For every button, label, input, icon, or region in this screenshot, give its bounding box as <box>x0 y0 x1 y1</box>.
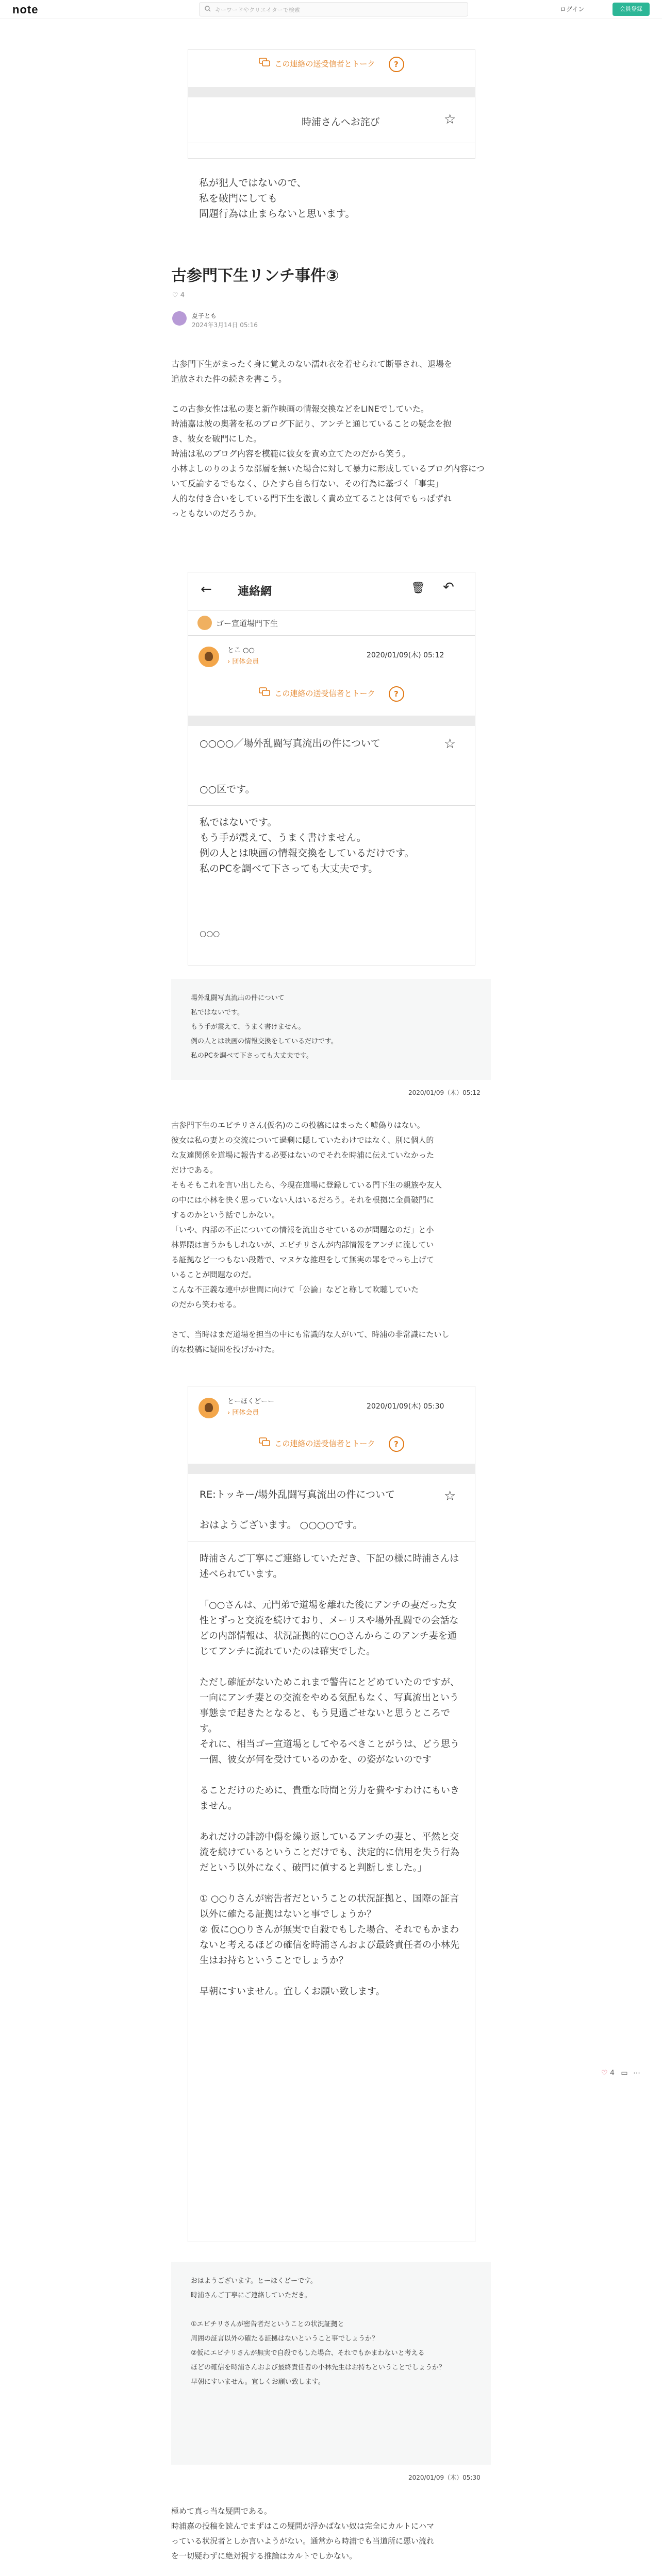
paragraph-line: 時浦嘉は彼の奥著を私のブログ下記り、アンチと通じていることの疑念を抱 <box>171 419 452 429</box>
quote-line: 周囲の証言以外の確たる証拠はないということ事でしょうか？ <box>191 2335 379 2343</box>
quote-line: おはようございます。とーほくどーです。 <box>191 2277 317 2285</box>
body-line: ただし確証がないためこれまで警告にとどめていたのですが、一向にアンチ妻との交流をやめる気配もなく、写真流出という事態まで起きたとなると、もう見過ごせないと思うところです。 <box>200 1677 459 1734</box>
mail-subject: ○○○○／場外乱闘写真流出の件について <box>200 738 380 749</box>
paragraph-line: き、彼女を破門にした。 <box>171 434 262 444</box>
email-screenshot-1 <box>188 49 475 159</box>
member-badge: › 団体会員 <box>227 1409 259 1417</box>
paragraph-line <box>171 1312 491 1327</box>
publish-date: 2024年3月14日 05:16 <box>192 321 258 329</box>
body-line: 時浦さんご丁寧にご連絡していただき、下記の様に時浦さんは述べられています。 <box>200 1553 459 1580</box>
contact-icon <box>259 50 270 78</box>
quote-date: 2020/01/09（木）05:12 <box>408 1089 481 1096</box>
sender-name: とーほくどーー <box>227 1398 275 1405</box>
quote-date: 2020/01/09（木）05:30 <box>408 2474 481 2481</box>
comment-icon[interactable]: ▭ <box>621 2069 628 2077</box>
paragraph-line: さて、当時はまだ道場を担当の中にも常識的な人がいて、時浦の非常識にたいし <box>171 1330 450 1339</box>
group-avatar <box>197 616 212 630</box>
mail-subject: 時浦さんへお詫び <box>302 116 380 128</box>
quote-line: 私ではないです。 <box>191 1009 244 1016</box>
paragraph-line: 彼女は私の妻との交流について過剰に隠していたわけではなく、別に個人的 <box>171 1136 434 1145</box>
help-icon[interactable]: ? <box>389 57 404 72</box>
paragraph-line: 追放された件の続きを書こう。 <box>171 374 287 384</box>
body-line <box>200 1969 462 1984</box>
app-title: 連絡網 <box>238 585 272 598</box>
quote-line: ②仮にエビチリさんが無実で自殺でもした場合、それでもかまわないと考える <box>191 2349 425 2357</box>
contact-label[interactable]: この連絡の送受信者とトーク <box>274 59 375 69</box>
signature: ○○○ <box>200 929 220 938</box>
body-line: 私ではないです。 <box>200 817 277 828</box>
quote-line: ①エビチリさんが密告者だということの状況証拠と <box>191 2320 344 2328</box>
body-line <box>200 1876 462 1891</box>
blockquote <box>171 979 491 1080</box>
trash-icon[interactable]: 🗑 <box>411 582 425 595</box>
contact-icon <box>259 680 270 708</box>
article-title: 古参門下生リンチ事件③ <box>171 267 339 285</box>
paragraph-line: 人的な付き合いをしている門下生を激しく責め立てることは何でもっぱずれ <box>171 494 452 503</box>
sender-avatar <box>198 1398 219 1418</box>
paragraph-line: だけである。 <box>171 1165 218 1175</box>
paragraph-line: いて反論するでもなく、ひたすら自ら行ない、その行為に基づく「事実」 <box>171 479 443 488</box>
body-line: 問題行為は止まらないと思います。 <box>199 208 355 219</box>
divider-band <box>188 1464 475 1474</box>
author-avatar[interactable] <box>172 311 187 326</box>
contact-label[interactable]: この連絡の送受信者とトーク <box>274 689 375 698</box>
body-line: 私が犯人ではないので、 <box>199 177 307 189</box>
body-line <box>200 1768 462 1783</box>
paragraph-line: 古参門下生がまったく身に覚えのない濡れ衣を着せられて断罪され、退場を <box>171 359 452 369</box>
mail3-body <box>200 1551 462 1999</box>
login-link[interactable]: ログイン <box>560 6 585 13</box>
paragraph-line <box>171 2564 491 2576</box>
contact-row <box>188 1430 475 1458</box>
contact-label[interactable]: この連絡の送受信者とトーク <box>274 1439 375 1448</box>
mail-subject: RE:トッキー/場外乱闘写真流出の件について <box>200 1489 395 1500</box>
member-badge: › 団体会員 <box>227 658 259 666</box>
blockquote <box>171 2262 491 2465</box>
paragraph-line: 小林よしのりのような部層を無いた場合に対して暴力に形成しているブログ内容につ <box>171 464 485 473</box>
paragraph-line: のだから笑わせる。 <box>171 1300 241 1309</box>
sender-name: とこ ○○ <box>227 647 255 654</box>
quote-text <box>191 991 338 1063</box>
back-arrow-icon[interactable]: ← <box>201 582 212 597</box>
body-line: ① ○○りさんが密告者だということの状況証拠と、国際の証言以外に確たる証拠はないと事でしょうか？ <box>200 1893 459 1920</box>
reply-icon[interactable]: ↶ <box>443 580 454 595</box>
paragraph-line: 的な投稿に疑問を投げかけた。 <box>171 1345 280 1354</box>
divider-band <box>188 87 475 97</box>
body-line: それに、相当ゴー宣道場としてやるべきことがうは、どう思う一個、彼女が何を受けているのかを、の姿がないのです <box>200 1739 459 1765</box>
quote-line <box>191 2303 479 2317</box>
quote-line: 例の人とは映画の情報交換をしているだけです。 <box>191 1038 338 1045</box>
body-line: ることだけのために、貴重な時間と労力を費やすわけにもいきません。 <box>200 1785 459 1811</box>
article-intro <box>171 357 491 521</box>
body-line: ② 仮に○○りさんが無実で自殺でもした場合、それでもかまわないと考えるほどの確信を時浦さんおよび最終責任者の小林先生はお持ちということでしょうか？ <box>200 1924 459 1966</box>
sender-avatar <box>198 647 219 667</box>
paragraph-line <box>171 386 491 401</box>
quote-line: 私のPCを調べて下さっても大丈夫です。 <box>191 1052 313 1060</box>
paragraph-line: っている状況者としか言いようがない。通常から時浦でも当道所に悪い流れ <box>171 2536 435 2546</box>
body-line <box>200 1659 462 1675</box>
star-icon[interactable]: ☆ <box>444 736 456 752</box>
mail-date: 2020/01/09(木) 05:12 <box>367 651 444 659</box>
search-input[interactable] <box>199 2 468 16</box>
contact-row <box>188 680 475 707</box>
divider <box>188 635 475 636</box>
body-line: 私のPCを調べて下さっても大丈夫です。 <box>200 863 378 874</box>
signup-button[interactable]: 会員登録 <box>613 3 650 16</box>
help-icon[interactable]: ? <box>389 1436 404 1452</box>
quote-line: ほどの確信を時浦さんおよび最終責任者の小林先生はお持ちということでしょうか？ <box>191 2364 446 2371</box>
paragraph-line: 古参門下生のエビチリさん(仮名)のこの投稿にはまったく嘘偽りはない。 <box>171 1121 425 1130</box>
star-icon[interactable]: ☆ <box>444 112 456 127</box>
group-header: ゴー宣道場門下生 <box>216 619 278 628</box>
body-line <box>200 1582 462 1598</box>
mail2-body <box>200 815 414 876</box>
side-actions <box>601 2069 640 2077</box>
paragraph-line: る証拠など一つもない段階で、マヌケな推理をして無実の罪をでっち上げて <box>171 1255 434 1264</box>
paragraph-line: 極めて真っ当な疑問である。 <box>171 2506 272 2516</box>
contact-icon <box>259 1430 270 1458</box>
divider <box>188 805 475 806</box>
paragraph-line: こんな不正義な連中が世間に向けて「公論」などと称して吹聴していた <box>171 1285 419 1294</box>
body-line: もう手が震えて、うまく書けません。 <box>200 832 367 843</box>
section-2 <box>171 1118 491 1357</box>
quote-line: 時浦さんご丁寧にご連絡していただき。 <box>191 2292 311 2299</box>
mail-date: 2020/01/09(木) 05:30 <box>367 1402 444 1411</box>
body-line: 「○○さんは、元門弟で道場を離れた後にアンチの妻だった女性とずっと交流を続けており、メーリスや場外乱闘での会話などの内部情報は、状況証拠的に○○さんからこのアンチ妻を通じてアンチに流れていたのは確実でした。 <box>200 1600 459 1657</box>
heart-icon: ♡ <box>172 292 178 299</box>
search-icon <box>205 6 211 12</box>
help-icon[interactable]: ? <box>389 686 404 702</box>
body-line: 例の人とは映画の情報交換をしているだけです。 <box>200 848 415 859</box>
paragraph-line: を一切疑わずに絶対視する推論はカルトでしかない。 <box>171 2551 357 2561</box>
quote-line: もう手が震えて、うまく書けません。 <box>191 1023 305 1031</box>
paragraph-line: 時浦嘉の投稿を読んでまずはこの疑問が浮かばない奴は完全にカルトにハマ <box>171 2521 435 2531</box>
more-icon[interactable]: ⋯ <box>633 2069 641 2077</box>
mail-to: ○○区です。 <box>200 784 255 795</box>
star-icon[interactable]: ☆ <box>444 1488 456 1504</box>
side-like-count: 4 <box>610 2069 615 2077</box>
site-header <box>0 0 662 19</box>
paragraph-line: いることが問題なのだ。 <box>171 1270 257 1279</box>
body-line <box>200 1814 462 1829</box>
paragraph-line: そもそもこれを言い出したら、今現在道場に登録している門下生の親族や友人 <box>171 1180 442 1190</box>
paragraph-line: この古参女性は私の妻と新作映画の情報交換などをLINEでしていた。 <box>171 404 429 414</box>
paragraph-line: 時浦は私のブログ内容を模範に彼女を責め立てたのだから笑う。 <box>171 449 411 459</box>
paragraph-line: っともないのだろうか。 <box>171 509 262 518</box>
paragraph-line: の中には小林を快く思っていない人はいるだろう。それを根拠に全員破門に <box>171 1195 435 1205</box>
divider-band <box>188 716 475 726</box>
mail1-body <box>199 175 355 222</box>
email-screenshot-3 <box>188 1386 475 2242</box>
paragraph-line: するのかという話でしかない。 <box>171 1210 280 1219</box>
paragraph-line: 林界隈は言うかもしれないが、エビチリさんが内部情報をアンチに流してい <box>171 1240 434 1249</box>
section-3 <box>171 2504 491 2576</box>
like-count[interactable]: ♡ 4 <box>172 292 185 299</box>
author-name[interactable]: 夏子とも <box>192 312 217 319</box>
body-line: あれだけの誹謗中傷を繰り返しているアンチの妻と、平然と交流を続けているということだけでも、決定的に信用を失う行為だという以外になく、破門に値すると判断しました。」 <box>200 1832 459 1873</box>
heart-icon[interactable]: ♡ <box>601 2069 608 2077</box>
paragraph-line: な友達関係を道場に報告する必要はないのでそれを時浦に伝えていなかった <box>171 1150 435 1160</box>
mail-greeting: おはようございます。 ○○○○です。 <box>200 1519 363 1531</box>
body-line: 早朝にすいません。宜しくお願い致します。 <box>200 1986 385 1997</box>
quote-line: 早朝にすいません。宜しくお願い致します。 <box>191 2378 325 2386</box>
quote-text <box>191 2274 479 2389</box>
contact-row <box>188 50 475 78</box>
body-line: 私を破門にしても <box>199 193 278 204</box>
email-screenshot-2 <box>188 572 475 965</box>
note-logo[interactable]: note <box>12 3 39 16</box>
quote-line: 場外乱闘写真流出の件について <box>191 994 285 1002</box>
paragraph-line: 「いや、内部の不正についての情報を流出させているのが問題なのだ」と小 <box>171 1225 434 1234</box>
search-placeholder: キーワードやクリエイターで検索 <box>215 7 300 13</box>
